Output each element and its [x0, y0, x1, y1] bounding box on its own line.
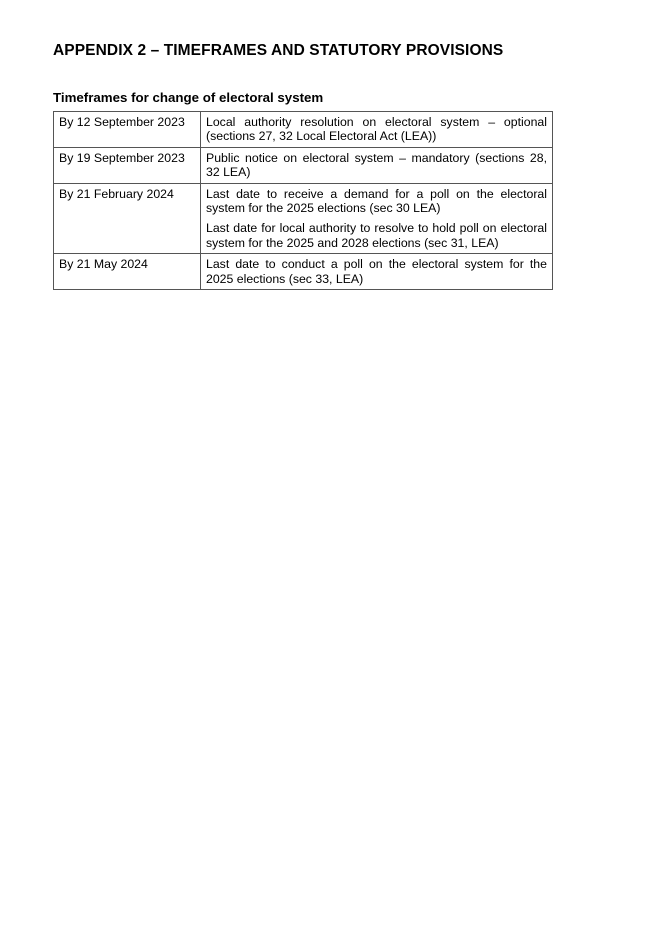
description-cell — [201, 254, 553, 290]
section-title: Timeframes for change of electoral system — [53, 90, 324, 105]
description-text: Local authority resolution on electoral system – optional (sections 27, 32 Local Electoral Act (LEA)) — [206, 115, 547, 144]
description-text: Last date to receive a demand for a poll on the electoral system for the 2025 elections (sec 30 LEA) — [206, 186, 547, 216]
description-text: Last date for local authority to resolve to hold poll on electoral system for the 2025 and 2028 elections (sec 31, LEA) — [206, 221, 547, 250]
timeframes-table — [53, 111, 553, 290]
table-row — [54, 112, 553, 148]
description-cell — [201, 112, 553, 148]
page-title: APPENDIX 2 – TIMEFRAMES AND STATUTORY PROVISIONS — [53, 42, 504, 59]
date-cell: By 21 May 2024 — [54, 254, 201, 290]
description-cell — [201, 147, 553, 183]
date-cell: By 21 February 2024 — [54, 183, 201, 254]
table-row — [54, 147, 553, 183]
table-row — [54, 254, 553, 290]
date-cell: By 12 September 2023 — [54, 112, 201, 148]
description-cell — [201, 183, 553, 254]
date-cell: By 19 September 2023 — [54, 147, 201, 183]
description-text: Public notice on electoral system – mandatory (sections 28, 32 LEA) — [206, 150, 547, 180]
description-text: Last date to conduct a poll on the electoral system for the 2025 elections (sec 33, LEA) — [206, 257, 547, 286]
table-row — [54, 183, 553, 254]
